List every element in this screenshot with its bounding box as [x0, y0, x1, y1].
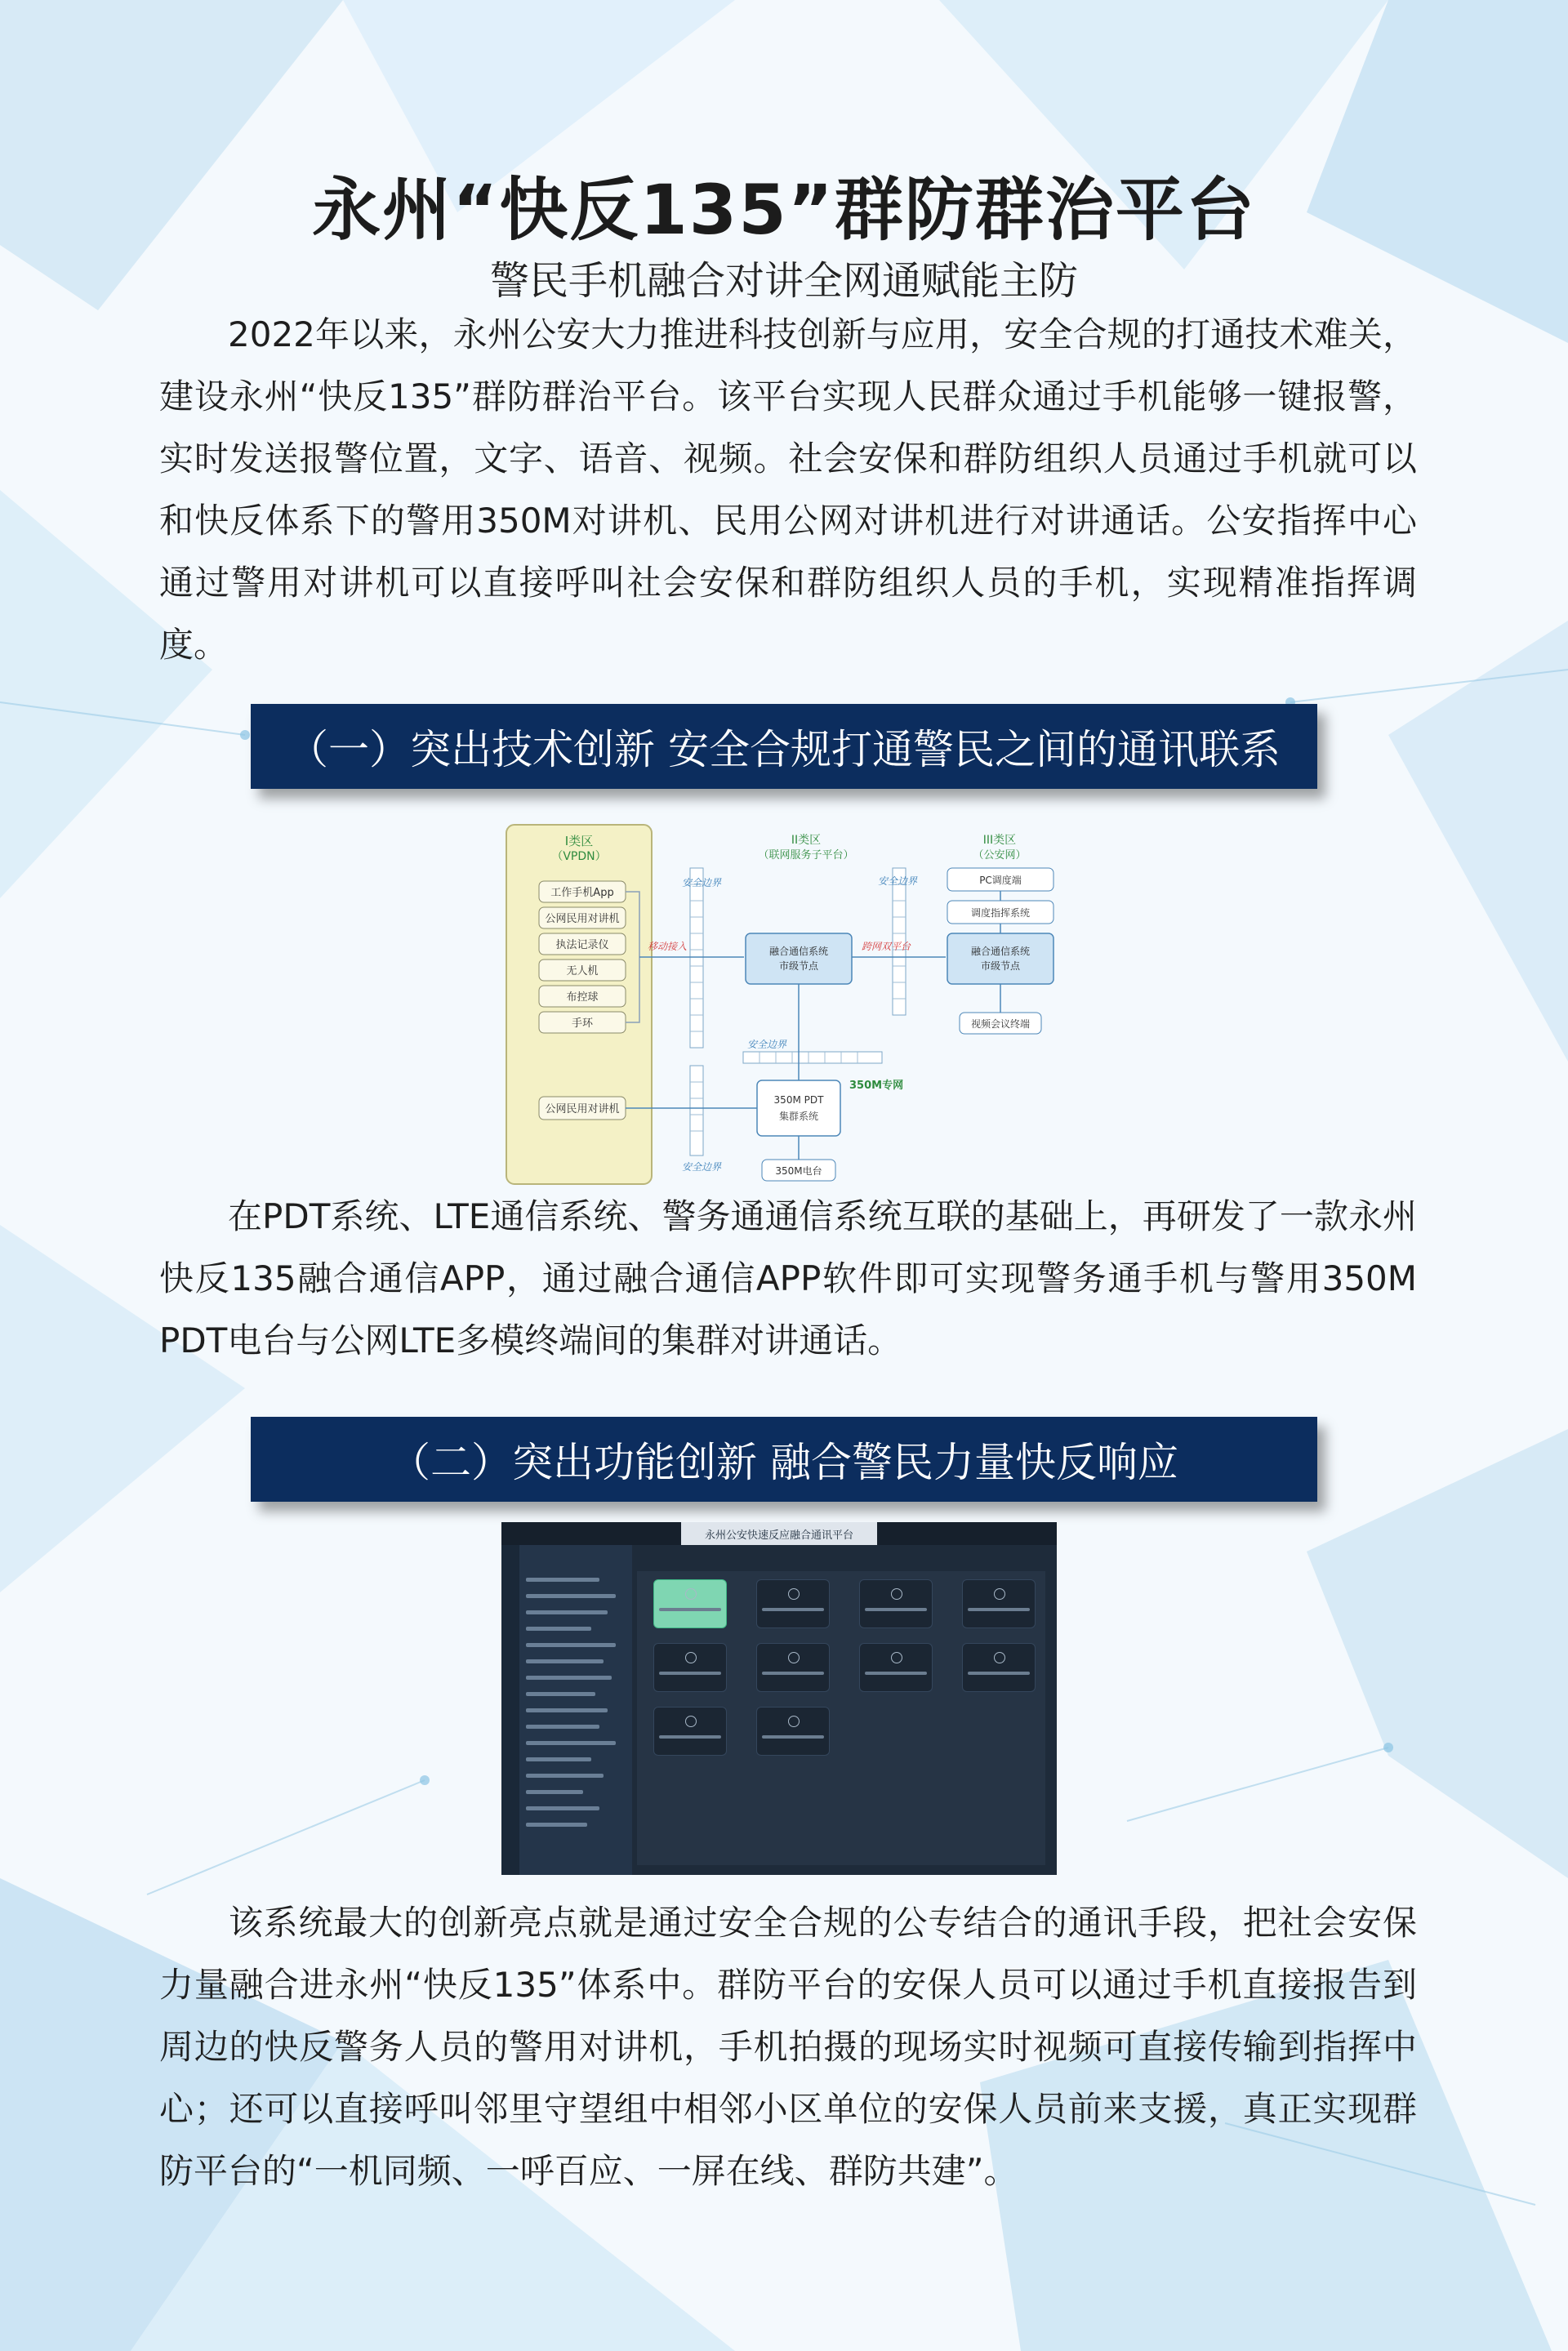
screenshot-sidebar	[501, 1545, 632, 1875]
zone2-node-line: 市级节点	[778, 960, 819, 972]
zone1-bottom-item: 公网民用对讲机	[545, 1103, 620, 1115]
section1-paragraph	[159, 1186, 1417, 1372]
pdt-net-label: 350M专网	[849, 1080, 904, 1092]
zone1-title: I类区	[564, 834, 594, 848]
zone3-title: III类区	[982, 834, 1017, 847]
section2-heading: （二）突出功能创新 融合警民力量快反响应	[251, 1417, 1317, 1502]
zone3-sub: （公安网）	[973, 849, 1027, 862]
mobile-access-label: 移动接入	[648, 941, 688, 952]
zone2-node	[746, 933, 852, 984]
zone1-item: 工作手机App	[550, 887, 614, 899]
screenshot-icon-rail	[501, 1545, 519, 1875]
boundary-label: 安全边界	[682, 877, 722, 888]
cross-net-label: 跨网双平台	[862, 941, 911, 952]
zone3-node	[947, 933, 1054, 984]
dispatch-system-label: 调度指挥系统	[970, 907, 1031, 919]
screenshot-window-title: 永州公安快速反应融合通讯平台	[681, 1522, 877, 1545]
section1-text: 在PDT系统、LTE通信系统、警务通通信系统互联的基础上，再研发了一款永州快反135融合通信APP，通过融合通信APP软件即可实现警务通手机与警用350M PDT电台与公网LTE多模终端间的集群对讲通话。	[159, 1196, 1417, 1360]
pc-dispatch-label: PC调度端	[979, 875, 1022, 886]
zone1-sub: （VPDN）	[551, 850, 607, 863]
channel-tile[interactable]	[756, 1707, 830, 1756]
sidebar-line	[526, 1610, 608, 1614]
zone1-item: 布控球	[566, 991, 599, 1004]
page-subtitle: 警民手机融合对讲全网通赋能主防	[489, 258, 1078, 304]
sidebar-line	[526, 1774, 604, 1778]
sidebar-line	[526, 1757, 591, 1761]
security-boundary-left	[690, 868, 703, 1155]
sidebar-line	[526, 1790, 583, 1794]
pdt-cluster-line: 集群系统	[778, 1111, 819, 1122]
security-boundary-horizontal	[743, 1052, 882, 1063]
zone1-item: 执法记录仪	[555, 939, 609, 951]
channel-tile[interactable]	[653, 1707, 727, 1756]
boundary-label: 安全边界	[878, 875, 918, 887]
sidebar-line	[526, 1659, 604, 1663]
screenshot-main-panel	[637, 1571, 1045, 1865]
pdt-radio-label: 350M电台	[775, 1165, 822, 1177]
channel-tile[interactable]	[859, 1579, 933, 1628]
zone3-node-line: 融合通信系统	[970, 946, 1031, 957]
page-title: 永州“快反135”群防群治平台	[312, 170, 1256, 250]
sidebar-line	[526, 1823, 587, 1827]
pdt-cluster-box	[757, 1080, 840, 1136]
platform-screenshot	[501, 1522, 1057, 1875]
section1-heading: （一）突出技术创新 安全合规打通警民之间的通讯联系	[251, 704, 1317, 789]
intro-text: 2022年以来，永州公安大力推进科技创新与应用，安全合规的打通技术难关，建设永州“快反135”群防群治平台。该平台实现人民群众通过手机能够一键报警，实时发送报警位置，文字、语音、视频。社会安保和群防组织人员通过手机就可以和快反体系下的警用350M对讲机、民用公网对讲机进行对讲通话。公安指挥中心通过警用对讲机可以直接呼叫社会安保和群防组织人员的手机，实现精准指挥调度。	[159, 314, 1417, 665]
sidebar-line	[526, 1741, 616, 1745]
zone2-title: II类区	[791, 834, 822, 847]
channel-tile[interactable]	[653, 1643, 727, 1692]
zone1-item: 手环	[571, 1017, 594, 1030]
boundary-label: 安全边界	[747, 1039, 787, 1050]
channel-tile[interactable]	[653, 1579, 727, 1628]
sidebar-line	[526, 1578, 599, 1582]
channel-tile[interactable]	[756, 1643, 830, 1692]
sidebar-line	[526, 1594, 616, 1598]
sidebar-line	[526, 1643, 616, 1647]
zone3-node-line: 市级节点	[980, 960, 1021, 972]
video-terminal-label: 视频会议终端	[970, 1018, 1031, 1030]
section2-paragraph	[159, 1892, 1417, 2202]
channel-tile[interactable]	[859, 1643, 933, 1692]
pdt-cluster-line: 350M PDT	[773, 1094, 824, 1106]
sidebar-line	[526, 1676, 612, 1680]
intro-paragraph	[159, 304, 1417, 676]
sidebar-line	[526, 1806, 599, 1810]
sidebar-line	[526, 1725, 599, 1729]
zone1-item: 无人机	[566, 965, 599, 977]
sidebar-line	[526, 1692, 595, 1696]
zone2-sub: （联网服务子平台）	[758, 849, 854, 862]
sidebar-line	[526, 1627, 591, 1631]
channel-tile[interactable]	[756, 1579, 830, 1628]
channel-tile[interactable]	[962, 1643, 1036, 1692]
section2-text: 该系统最大的创新亮点就是通过安全合规的公专结合的通讯手段，把社会安保力量融合进永州“快反135”体系中。群防平台的安保人员可以通过手机直接报告到周边的快反警务人员的警用对讲机，手机拍摄的现场实时视频可直接传输到指挥中心；还可以直接呼叫邻里守望组中相邻小区单位的安保人员前来支援，真正实现群防平台的“一机同频、一呼百应、一屏在线、群防共建”。	[159, 1903, 1417, 2191]
zone2-node-line: 融合通信系统	[768, 946, 829, 957]
sidebar-line	[526, 1708, 608, 1712]
channel-tile[interactable]	[962, 1579, 1036, 1628]
zone1-item: 公网民用对讲机	[545, 913, 620, 925]
boundary-label: 安全边界	[682, 1161, 722, 1173]
network-diagram	[502, 821, 1066, 1196]
